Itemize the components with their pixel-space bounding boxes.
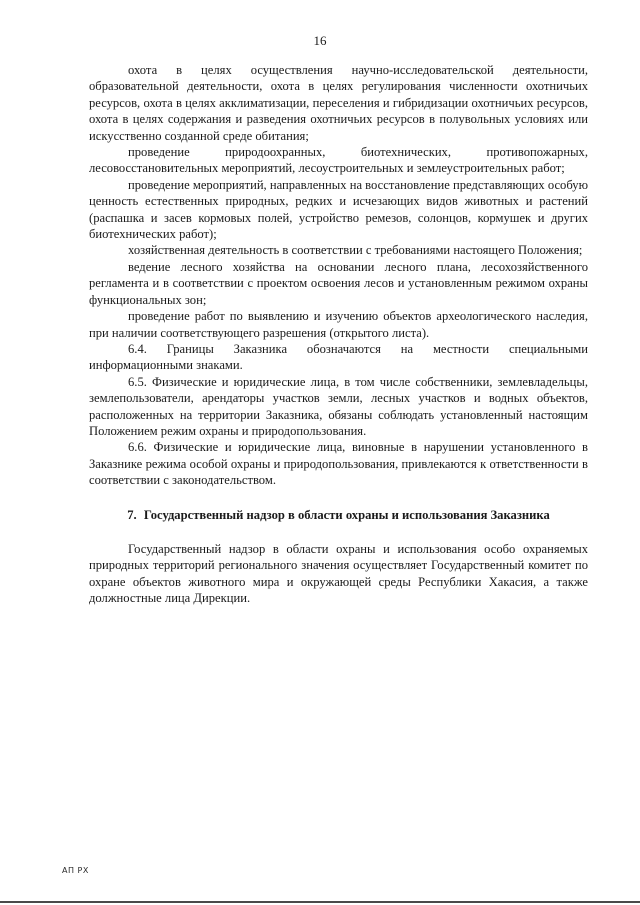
paragraph: хозяйственная деятельность в соответствии с требованиями настоящего Положения;: [128, 243, 583, 258]
paragraph: охота в целях осуществления научно-исследовательской деятельности, образовательной деятельности, охота в целях регулирования численности охотничьих ресурсов, охота в целях акклиматизации, переселения и гибридизации охотничьих ресурсов, охота в целях содержания и разведения охотничьих ресурсов в полувольных условиях или искусственно созданной среде обитания;: [89, 63, 588, 143]
section-title: Государственный надзор в области охраны и использования Заказника: [143, 507, 550, 522]
page-number: 16: [313, 33, 327, 48]
section-number: 7.: [127, 507, 137, 522]
paragraph: проведение мероприятий, направленных на восстановление представляющих особую ценность естественных природных, редких и исчезающих видов животных и растений (распашка и засев кормовых полей, устройство ремезов, солонцов, кормушек и других биотехнических работ);: [89, 177, 588, 242]
paragraph-6-4: 6.4. Границы Заказника обозначаются на местности специальными информационными знаками.: [89, 341, 588, 373]
paragraph: Государственный надзор в области охраны и использования особо охраняемых природных территорий регионального значения осуществляет Государственный комитет по охране объектов животного мира и окружающей среды Республики Хакасия, а также должностные лица Дирекции.: [89, 541, 588, 606]
paragraph-6-6: 6.6. Физические и юридические лица, виновные в нарушении установленного в Заказнике режима особой охраны и природопользования, привлекаются к ответственности в соответствии с законодательством.: [89, 440, 588, 488]
paragraph: ведение лесного хозяйства на основании лесного плана, лесохозяйственного регламента и в соответствии с проектом освоения лесов и установленным режимом охраны функциональных зон;: [89, 259, 588, 307]
paragraph: проведение работ по выявлению и изучению объектов археологического наследия, при наличии соответствующего разрешения (открытого листа).: [89, 309, 588, 340]
section-7-heading: [89, 507, 588, 523]
footer-code: АП РХ: [62, 866, 89, 875]
paragraph-6-5: 6.5. Физические и юридические лица, в том числе собственники, землевладельцы, землепользователи, арендаторы участков земли, лесных участков и водных объектов, расположенных на территории Заказника, обязаны соблюдать установленный настоящим Положением режим охраны и природопользования.: [89, 374, 588, 438]
paragraph: проведение природоохранных, биотехнических, противопожарных, лесовосстановительных мероприятий, лесоустроительных и землеустроительных работ;: [89, 145, 588, 176]
document-body: [89, 62, 588, 607]
bottom-rule: [0, 901, 640, 903]
